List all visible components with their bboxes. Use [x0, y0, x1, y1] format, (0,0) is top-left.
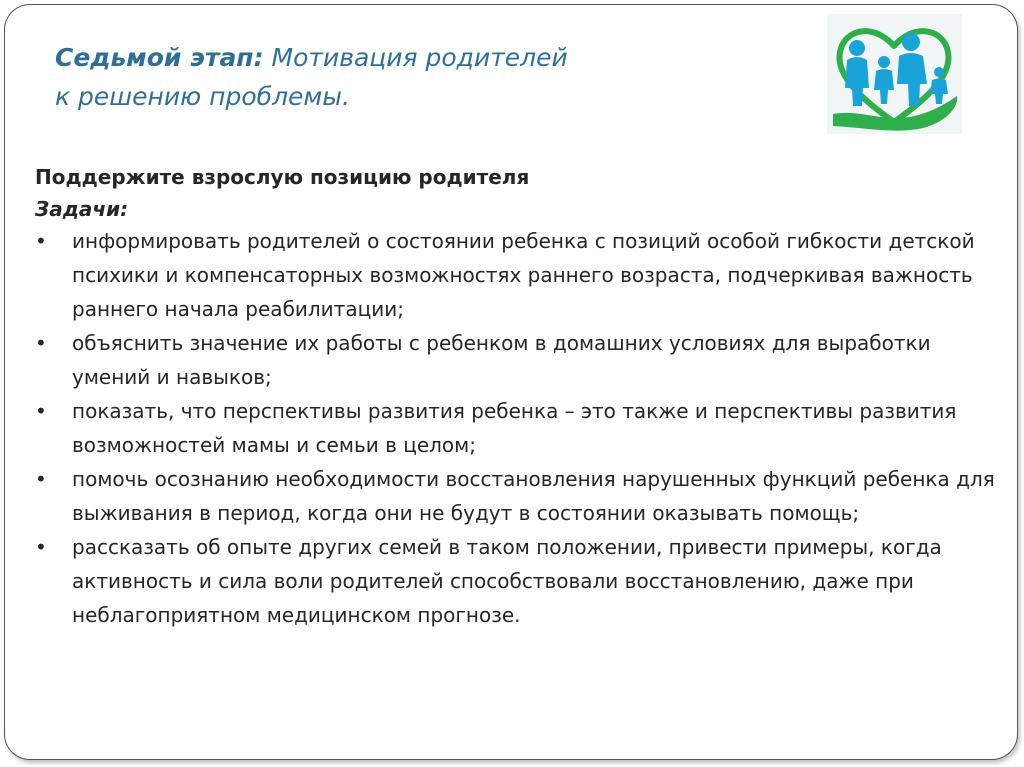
tasks-label: Задачи:	[35, 197, 129, 221]
task-list	[35, 224, 995, 632]
list-item	[35, 530, 995, 632]
title-line-2: к решению проблемы.	[55, 82, 350, 111]
title-rest: Мотивация родителей	[263, 43, 568, 72]
list-item	[35, 224, 995, 326]
bullet: •	[35, 229, 47, 253]
bullet: •	[35, 467, 47, 491]
list-item	[35, 326, 995, 394]
title-lead: Седьмой этап:	[55, 43, 264, 72]
list-item-text: рассказать об опыте других семей в таком положении, привести примеры, когда активность и сила воли родителей способствовали восстановлению, даже при неблагоприятном медицинском прогнозе.	[72, 535, 942, 627]
list-item	[35, 462, 995, 530]
bullet: •	[35, 331, 47, 355]
list-item-text: показать, что перспективы развития ребенка – это также и перспективы развития возможностей мамы и семьи в целом;	[72, 399, 957, 457]
title-line-1	[55, 38, 675, 77]
bullet: •	[35, 399, 47, 423]
list-item-text: информировать родителей о состоянии ребенка с позиций особой гибкости детской психики и компенсаторных возможностях раннего возраста, подчеркивая важность раннего начала реабилитации;	[72, 229, 975, 321]
slide-body	[35, 160, 995, 632]
subheading: Поддержите взрослую позицию родителя	[35, 165, 530, 189]
family-logo	[827, 14, 962, 134]
list-item-text: помочь осознанию необходимости восстановления нарушенных функций ребенка для выживания в период, когда они не будут в состоянии оказывать помощь;	[72, 467, 995, 525]
bullet: •	[35, 535, 47, 559]
list-item-text: объяснить значение их работы с ребенком в домашних условиях для выработки умений и навыков;	[72, 331, 931, 389]
slide-title	[55, 38, 675, 116]
family-heart-hand-icon	[827, 14, 962, 134]
list-item	[35, 394, 995, 462]
